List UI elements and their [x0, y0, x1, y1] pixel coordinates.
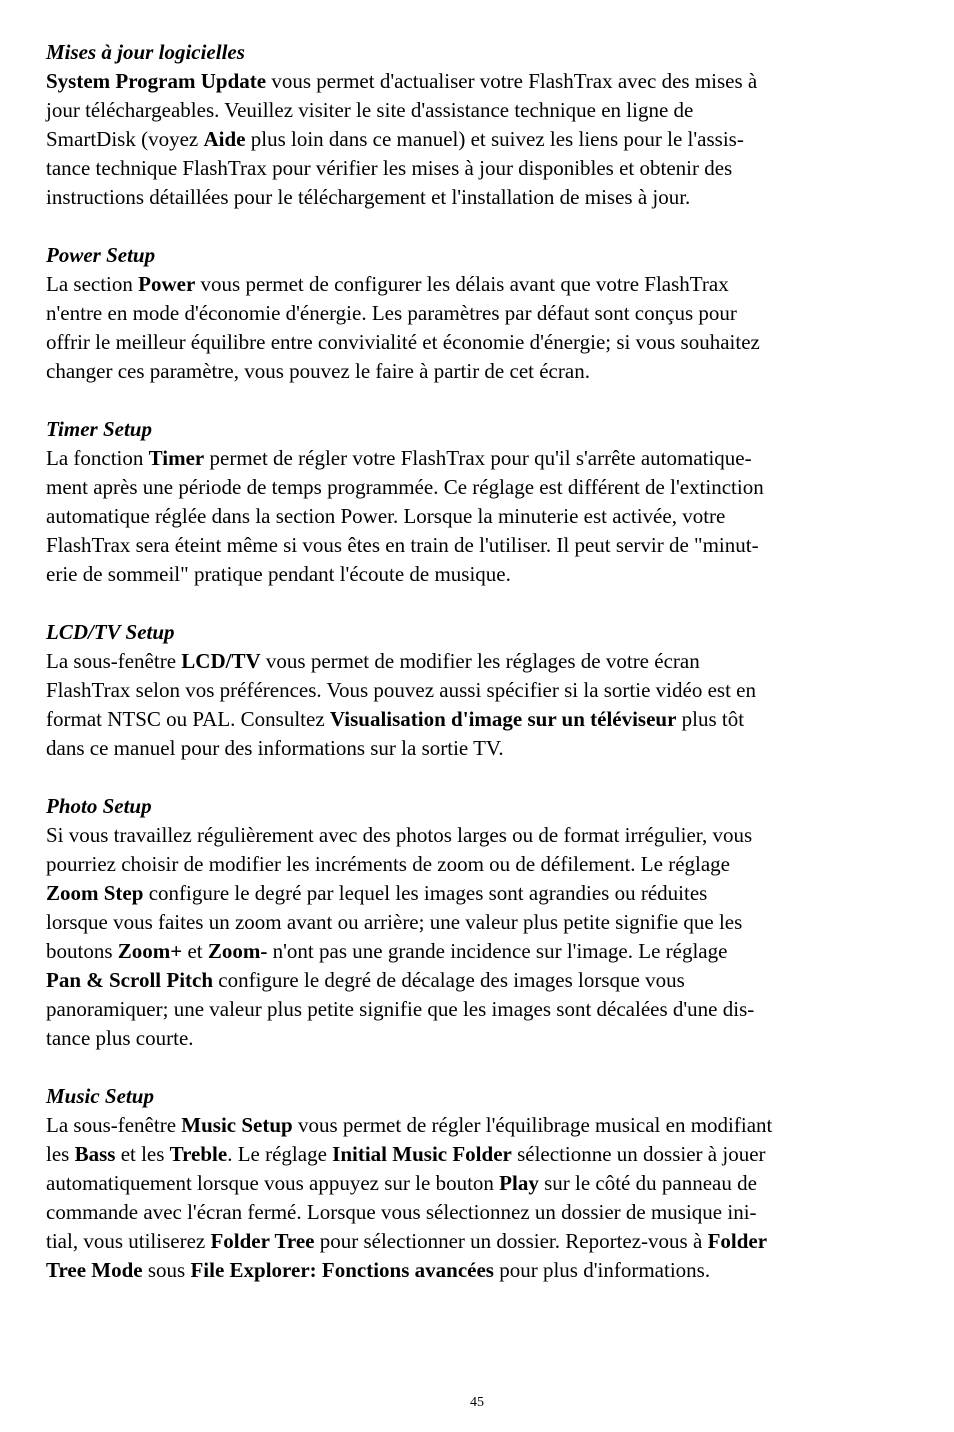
page-number: 45 — [470, 1395, 484, 1410]
section-heading: Photo Setup — [46, 794, 152, 818]
bold-term: Zoom- — [207, 939, 268, 963]
bold-term: LCD/TV — [181, 649, 261, 673]
document-page — [46, 38, 906, 1314]
text-run: La fonction — [46, 446, 149, 470]
section-lcd-tv-setup — [46, 618, 906, 763]
text-run: vous permet de régler l'équilibrage musical en modifiant les — [46, 1113, 773, 1166]
section-paragraph — [46, 67, 906, 212]
section-paragraph — [46, 821, 906, 1053]
text-run: et — [182, 939, 208, 963]
bold-term: Initial Music Folder — [332, 1142, 512, 1166]
text-run: vous permet de configurer les délais avant que votre FlashTrax n'entre en mode d'économie d'énergie. Les paramètres par défaut sont conçus pour offrir le meilleur équilibre entre convivialité et économie d'énergie; si vous souhaitez changer ces paramètre, vous pouvez le faire à partir de cet écran. — [46, 272, 760, 383]
text-run: Si vous travaillez régulièrement avec des photos larges ou de format irrégulier, vous pourriez choisir de modifier les incréments de zoom ou de défilement. Le réglage — [46, 823, 753, 876]
text-run: sélectionne un dossier à jouer automatiquement lorsque vous appuyez sur le bouton — [46, 1142, 766, 1195]
section-heading: Mises à jour logicielles — [46, 40, 245, 64]
section-paragraph — [46, 1111, 906, 1285]
text-run: pour sélectionner un dossier. Reportez-vous à — [314, 1229, 708, 1253]
section-timer-setup — [46, 415, 906, 589]
section-heading: Music Setup — [46, 1084, 154, 1108]
bold-term: Play — [499, 1171, 539, 1195]
bold-term: Folder Tree Mode — [46, 1229, 768, 1282]
bold-term: Aide — [203, 127, 246, 151]
bold-term: Treble — [169, 1142, 228, 1166]
bold-term: Zoom Step — [46, 881, 144, 905]
bold-term: Visualisation d'image sur un téléviseur — [329, 707, 677, 731]
text-run: La section — [46, 272, 139, 296]
text-run: vous permet de modifier les réglages de votre écran FlashTrax selon vos préférences. Vous pouvez aussi spécifier si la sortie vidéo est en format NTSC ou PAL. Consultez — [46, 649, 756, 731]
text-run: configure le degré par lequel les images sont agrandies ou réduites lorsque vous faites un zoom avant ou arrière; une valeur plus petite signifie que les boutons — [46, 881, 743, 963]
section-power-setup — [46, 241, 906, 386]
bold-term: System Program Update — [46, 69, 267, 93]
text-run: pour plus d'informations. — [493, 1258, 711, 1282]
text-run: plus tôt dans ce manuel pour des informations sur la sortie TV. — [46, 707, 745, 760]
section-photo-setup — [46, 792, 906, 1053]
text-run: vous permet d'actualiser votre FlashTrax avec des mises à jour téléchargeables. Veuillez visiter le site d'assistance technique en ligne de SmartDisk (voyez — [46, 69, 758, 151]
section-heading: Timer Setup — [46, 417, 152, 441]
section-paragraph — [46, 270, 906, 386]
text-run: sous — [142, 1258, 191, 1282]
text-run: configure le degré de décalage des images lorsque vous panoramiquer; une valeur plus petite signifie que les images sont décalées d'une dis- tance plus courte. — [46, 968, 755, 1050]
section-heading: Power Setup — [46, 243, 156, 267]
section-heading: LCD/TV Setup — [46, 620, 175, 644]
text-run: plus loin dans ce manuel) et suivez les liens pour le l'assis- tance technique FlashTrax pour vérifier les mises à jour disponibles et obtenir des instructions détaillées pour le téléchargement et l'installation de mises à jour. — [46, 127, 744, 209]
text-run: permet de régler votre FlashTrax pour qu'il s'arrête automatique- ment après une période de temps programmée. Ce réglage est différent de l'extinction automatique réglée dans la section Power. Lorsque la minuterie est activée, votre FlashTrax sera éteint même si vous êtes en train de l'utiliser. Il peut servir de "minut- erie de sommeil" pratique pendant l'écoute de musique. — [46, 446, 764, 586]
section-paragraph — [46, 444, 906, 589]
text-run: n'ont pas une grande incidence sur l'image. Le réglage — [272, 939, 728, 963]
bold-term: Timer — [148, 446, 205, 470]
section-mises-a-jour-logicielles — [46, 38, 906, 212]
section-music-setup — [46, 1082, 906, 1285]
text-run: et les — [115, 1142, 170, 1166]
bold-term: Bass — [74, 1142, 116, 1166]
sections-container — [46, 38, 906, 1285]
bold-term: Music Setup — [181, 1113, 293, 1137]
text-run: . Le réglage — [227, 1142, 333, 1166]
bold-term: Zoom+ — [117, 939, 183, 963]
bold-term: Folder Tree — [210, 1229, 315, 1253]
text-run: sur le côté du panneau de commande avec l'écran fermé. Lorsque vous sélectionnez un dossier de musique ini- tial, vous utiliserez — [46, 1171, 757, 1253]
section-paragraph — [46, 647, 906, 763]
text-run: La sous-fenêtre — [46, 649, 182, 673]
bold-term: File Explorer: Fonctions avancées — [190, 1258, 494, 1282]
text-run: La sous-fenêtre — [46, 1113, 182, 1137]
bold-term: Power — [138, 272, 196, 296]
bold-term: Pan & Scroll Pitch — [46, 968, 214, 992]
